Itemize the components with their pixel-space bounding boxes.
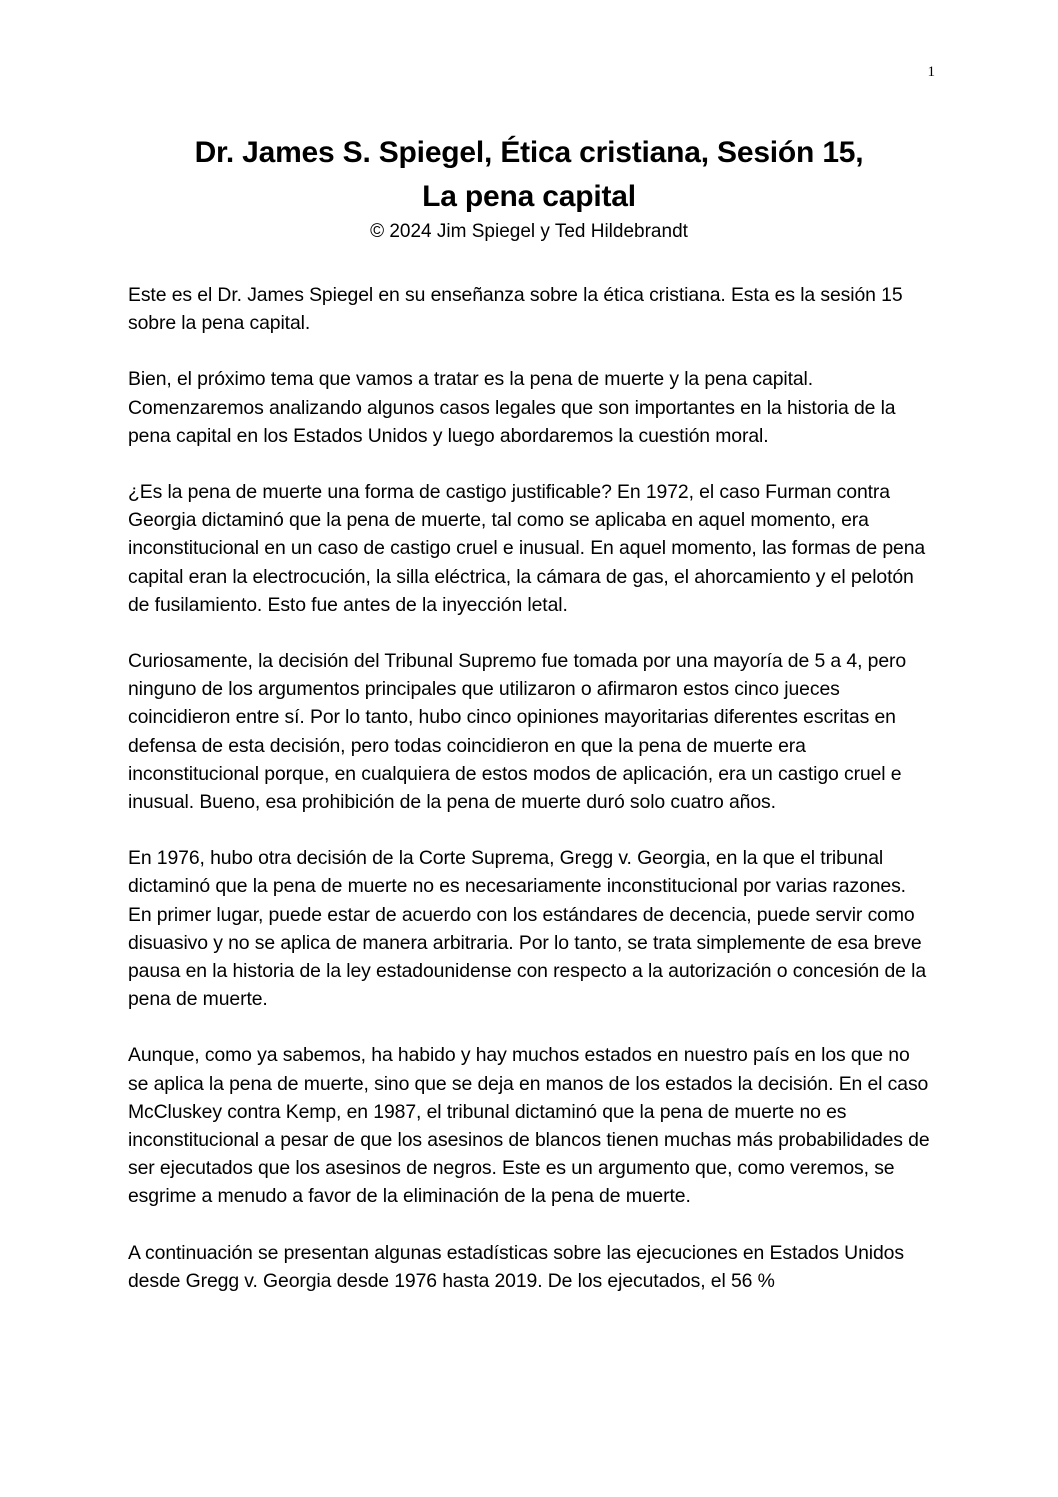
paragraph: En 1976, hubo otra decisión de la Corte Suprema, Gregg v. Georgia, en la que el tribunal dictaminó que la pena de muerte no es necesariamente inconstitucional por varias razones. En primer lugar, puede estar de acuerdo con los estándares de decencia, puede servir como disuasivo y no se aplica de manera arbitraria. Por lo tanto, se trata simplemente de esa breve pausa en la historia de la ley estadounidense con respecto a la autorización o concesión de la pena de muerte. xyxy=(128,847,927,1011)
document-title-line-1: Dr. James S. Spiegel, Ética cristiana, Sesión 15, xyxy=(194,136,864,169)
copyright-notice: © 2024 Jim Spiegel y Ted Hildebrandt xyxy=(370,221,688,242)
paragraph: Aunque, como ya sabemos, ha habido y hay muchos estados en nuestro país en los que no se aplica la pena de muerte, sino que se deja en manos de los estados la decisión. En el caso McCluskey contra Kemp, en 1987, el tribunal dictaminó que la pena de muerte no es inconstitucional a pesar de que los asesinos de blancos tienen muchas más probabilidades de ser ejecutados que los asesinos de negros. Este es un argumento que, como veremos, se esgrime a menudo a favor de la eliminación de la pena de muerte. xyxy=(128,1044,930,1208)
document-body xyxy=(128,281,930,1323)
paragraph: Bien, el próximo tema que vamos a tratar es la pena de muerte y la pena capital. Comenzaremos analizando algunos casos legales que son importantes en la historia de la pena capital en los Estados Unidos y luego abordaremos la cuestión moral. xyxy=(128,368,896,447)
document-title-line-2: La pena capital xyxy=(422,180,636,213)
paragraph: A continuación se presentan algunas estadísticas sobre las ejecuciones en Estados Unidos desde Gregg v. Georgia desde 1976 hasta 2019. De los ejecutados, el 56 % xyxy=(128,1241,904,1292)
paragraph: Curiosamente, la decisión del Tribunal Supremo fue tomada por una mayoría de 5 a 4, pero ninguno de los argumentos principales que utilizaron o afirmaron estos cinco jueces coincidieron entre sí. Por lo tanto, hubo cinco opiniones mayoritarias diferentes escritas en defensa de esta decisión, pero todas coincidieron en que la pena de muerte era inconstitucional porque, en cualquiera de estos modos de aplicación, era un castigo cruel e inusual. Bueno, esa prohibición de la pena de muerte duró solo cuatro años. xyxy=(128,650,907,814)
page-number: 1 xyxy=(927,64,935,80)
paragraph: Este es el Dr. James Spiegel en su enseñanza sobre la ética cristiana. Esta es la sesión 15 sobre la pena capital. xyxy=(128,284,903,335)
paragraph: ¿Es la pena de muerte una forma de castigo justificable? En 1972, el caso Furman contra Georgia dictaminó que la pena de muerte, tal como se aplicaba en aquel momento, era inconstitucional en un caso de castigo cruel e inusual. En aquel momento, las formas de pena capital eran la electrocución, la silla eléctrica, la cámara de gas, el ahorcamiento y el pelotón de fusilamiento. Esto fue antes de la inyección letal. xyxy=(128,481,926,616)
title-block xyxy=(128,131,930,245)
